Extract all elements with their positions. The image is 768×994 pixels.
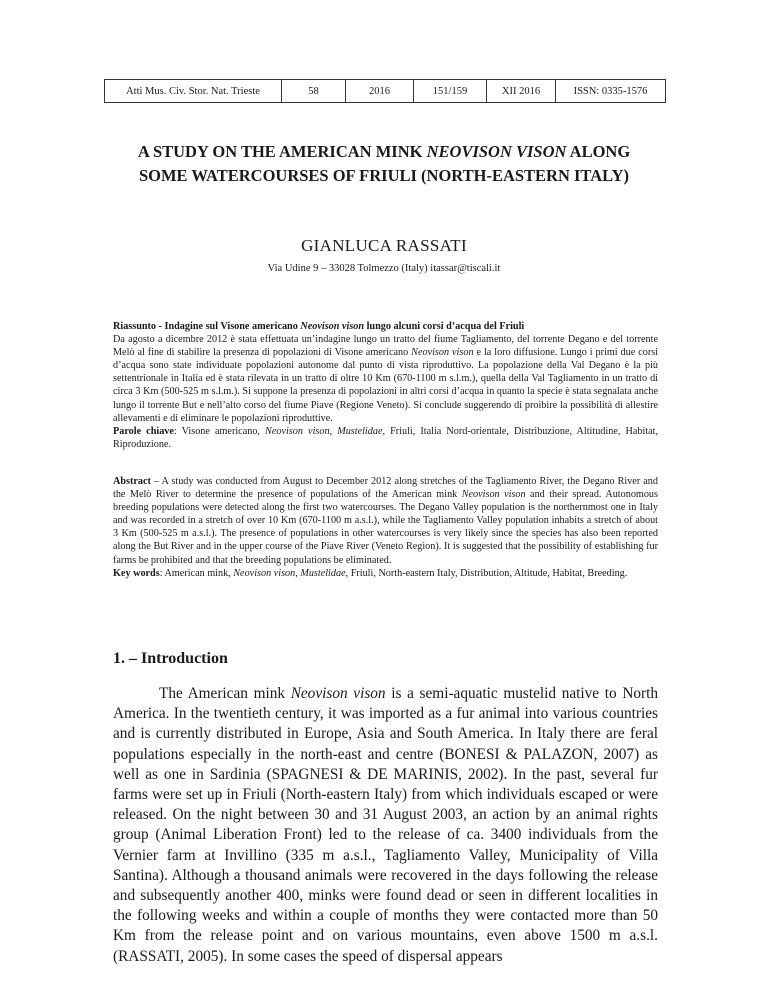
issn: ISSN: 0335-1576 xyxy=(556,80,666,103)
abstract-block xyxy=(113,475,658,580)
author-address: Via Udine 9 – 33028 Tolmezzo (Italy) itassar@tiscali.it xyxy=(267,263,501,274)
title-line-1: A STUDY ON THE AMERICAN MINK NEOVISON VISON ALONG xyxy=(137,142,631,161)
abstract-text: Abstract – A study was conducted from August to December 2012 along stretches of the Tagliamento River, the Degano River and the Melò River to determine the presence of populations of the American mink Neovison vison and their spread. Autonomous breeding populations were detected along the first two watercourses. The Degano Valley population is the northernmost one in Italy and was recorded in a stretch of over 10 Km (670-1100 m a.s.l.), while the Tagliamento Valley population inhabits a stretch of about 3 Km (500-525 m a.s.l.). The presence of populations in other watercourses is very likely since the species has also been reported along the But River and in the upper course of the Piave River (Veneto Region). It is suggested that the possibility of establishing fur farms be prohibited and that the breeding populations be eliminated. xyxy=(113,476,658,566)
paper-title xyxy=(60,140,708,188)
abstract-heading: Abstract xyxy=(113,476,151,487)
section-heading-introduction: 1. – Introduction xyxy=(113,650,228,667)
title-line-2: SOME WATERCOURSES OF FRIULI (NORTH-EASTERN ITALY) xyxy=(138,166,630,185)
title-species: NEOVISON VISON xyxy=(426,142,567,161)
riassunto-text: Da agosto a dicembre 2012 è stata effettuata un’indagine lungo un tratto del fiume Tagliamento, del torrente Degano e del torrente Melò al fine di stabilire la presenza di popolazioni di Visone americano Neovison vison e la loro diffusione. Lungo i primi due corsi d’acqua sono state individuate popolazioni autonome dal punto di vista riproduttivo. La popolazione della Val Degano è la più settentrionale in Italia ed è stata rilevata in un tratto di oltre 10 Km (670-1100 m s.l.m.), quella della Val Tagliamento in un tratto di circa 3 Km (500-525 m s.l.m.). Si suppone la presenza di popolazioni in altri corsi d’acqua in quanto la specie è stata segnalata anche lungo il torrente But e nell’alto corso del fiume Piave (Regione Veneto). Si conclude suggerendo di proibire la possibilità di allestire allevamenti e di eliminare le popolazioni riproduttive. xyxy=(113,334,659,424)
volume-number: 58 xyxy=(282,80,346,103)
riassunto-block xyxy=(113,320,658,451)
page-range: 151/159 xyxy=(414,80,487,103)
abstract-keywords: Key words: American mink, Neovison vison, Mustelidae, Friuli, North-eastern Italy, Distribution, Altitude, Habitat, Breeding. xyxy=(113,567,628,579)
journal-name: Atti Mus. Civ. Stor. Nat. Trieste xyxy=(105,80,282,103)
journal-header-table xyxy=(104,79,666,103)
introduction-paragraph: The American mink Neovison vison is a semi-aquatic mustelid native to North America. In the twentieth century, it was imported as a fur animal into various countries and is currently distributed in Europe, Asia and South America. In Italy there are feral populations especially in the north-east and centre (BONESI & PALAZON, 2007) as well as one in Sardinia (SPAGNESI & DE MARINIS, 2002). In the past, several fur farms were set up in Friuli (North-eastern Italy) from which individuals escaped or were released. On the night between 30 and 31 August 2003, an action by an animal rights group (Animal Liberation Front) led to the release of ca. 3400 individuals from the Vernier farm at Invillino (335 m a.s.l., Tagliamento Valley, Municipality of Villa Santina). Although a thousand animals were recovered in the days following the release and subsequently another 400, minks were found dead or seen in different localities in the following weeks and within a couple of months they were contacted more than 50 Km from the release point and on various mountains, even above 1500 m a.s.l. (RASSATI, 2005). In some cases the speed of dispersal appears xyxy=(113,685,659,965)
publication-year: 2016 xyxy=(346,80,414,103)
riassunto-keywords: Parole chiave: Visone americano, Neovison vison, Mustelidae, Friuli, Italia Nord-orientale, Distribuzione, Altitudine, Habitat, Riproduzione. xyxy=(113,425,659,450)
issue-date: XII 2016 xyxy=(487,80,556,103)
author-name: GIANLUCA RASSATI xyxy=(301,236,467,255)
riassunto-heading: Riassunto - Indagine sul Visone americano Neovison vison lungo alcuni corsi d’acqua del Friuli xyxy=(113,321,525,332)
